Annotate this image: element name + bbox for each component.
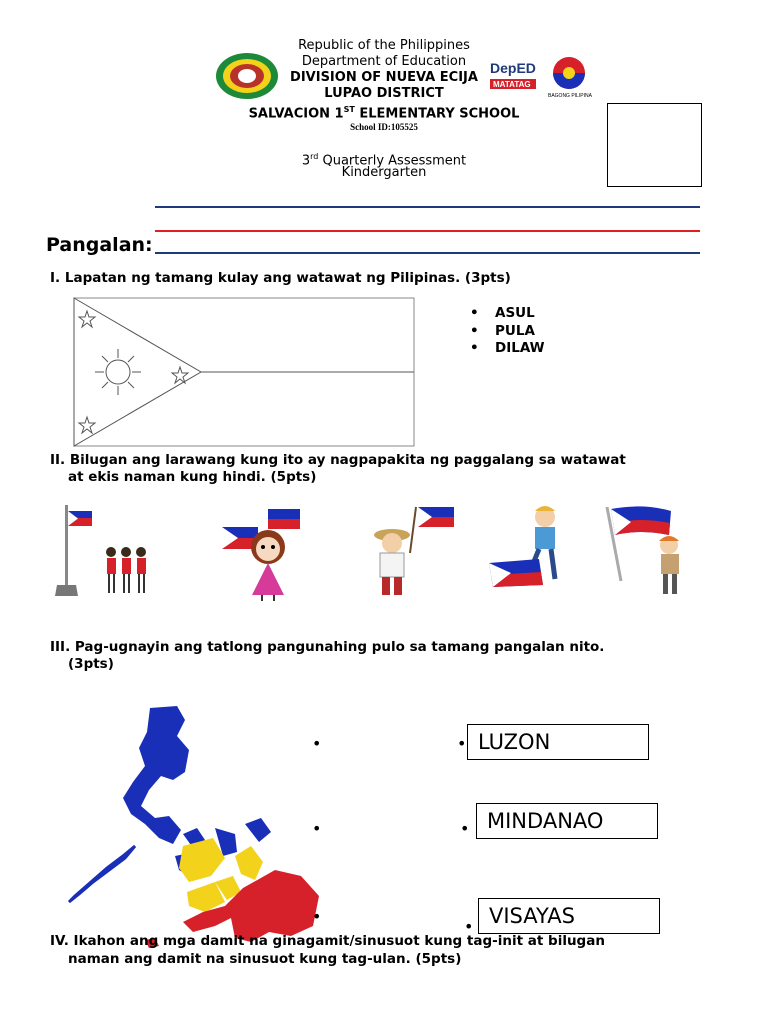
match-dot-left-3[interactable]: • — [312, 907, 322, 926]
name-label: Pangalan: — [46, 234, 153, 256]
match-dot-right-2[interactable]: • — [460, 819, 470, 838]
section2-title-line1: II. Bilugan ang larawang kung ito ay nagpapakita ng paggalang sa watawat — [50, 452, 626, 468]
section1-title: I. Lapatan ng tamang kulay ang watawat ng Pilipinas. (3pts) — [50, 270, 511, 286]
header-deped: Department of Education — [301, 54, 467, 69]
color-item-blue: • ASUL — [470, 305, 545, 323]
section4-title-line2: naman ang damit na sinusuot kung tag-ulan. (5pts) — [68, 951, 462, 967]
picture-girl-saluting-flag[interactable] — [603, 503, 693, 599]
picture-flagpole-kids[interactable] — [52, 503, 157, 600]
header-school-id: School ID:105525 — [350, 122, 418, 132]
match-dot-left-2[interactable]: • — [312, 819, 322, 838]
island-box-visayas[interactable]: VISAYAS — [478, 898, 660, 934]
header-grade: Kindergarten — [341, 165, 427, 180]
header-rule-red — [155, 230, 700, 232]
picture-boy-waving-flag[interactable] — [370, 503, 460, 600]
header-assessment: 3rd Quarterly Assessment — [301, 152, 467, 169]
island-box-mindanao[interactable]: MINDANAO — [476, 803, 658, 839]
section3-title-line2: (3pts) — [68, 656, 114, 672]
color-item-red: • PULA — [470, 323, 545, 341]
header-division: DIVISION OF NUEVA ECIJA — [290, 70, 478, 85]
header-republic: Republic of the Philippines — [298, 38, 470, 53]
section2-title-line2: at ekis naman kung hindi. (5pts) — [68, 469, 317, 485]
match-dot-right-3[interactable]: • — [464, 917, 474, 936]
picture-girl-with-flag[interactable] — [220, 507, 302, 603]
match-dot-left-1[interactable]: • — [312, 734, 322, 753]
svg-text:BAGONG PILIPINAS: BAGONG PILIPINAS — [548, 93, 592, 99]
header-district: LUPAO DISTRICT — [324, 86, 444, 101]
name-underline — [155, 252, 700, 254]
island-box-luzon[interactable]: LUZON — [467, 724, 649, 760]
color-list — [470, 305, 545, 358]
svg-text:DepED: DepED — [490, 60, 536, 76]
score-box[interactable] — [607, 103, 702, 187]
section3-title-line1: III. Pag-ugnayin ang tatlong pangunahing pulo sa tamang pangalan nito. — [50, 639, 605, 655]
header-rule-navy — [155, 206, 700, 208]
philippines-map — [65, 706, 320, 954]
header-school-name: SALVACION 1ST ELEMENTARY SCHOOL — [248, 105, 520, 122]
picture-boy-on-flag[interactable] — [487, 503, 565, 590]
color-item-yellow: • DILAW — [470, 340, 545, 358]
svg-text:MATATAG: MATATAG — [493, 80, 531, 89]
section4-title-line1: IV. Ikahon ang mga damit na ginagamit/sinusuot kung tag-init at bilugan — [50, 933, 605, 949]
flag-outline-drawing — [73, 297, 418, 447]
match-dot-right-1[interactable]: • — [457, 734, 467, 753]
